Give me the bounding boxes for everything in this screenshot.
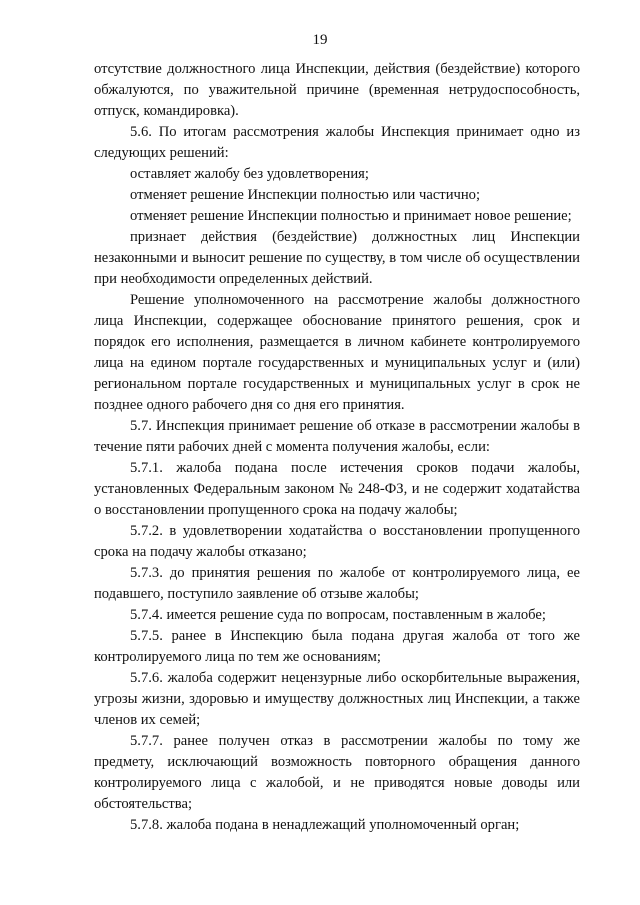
page-number: 19 xyxy=(312,32,328,48)
paragraph-continuation: отсутствие должностного лица Инспекции, действия (бездействие) которого обжалуются, по уважительной причине (временная нетрудоспособность, отпуск, командировка). xyxy=(94,61,580,119)
paragraph-decision-publication: Решение уполномоченного на рассмотрение жалобы должностного лица Инспекции, содержащее обоснование принятого решения, срок и порядок его исполнения, размещается в личном кабинете контролируемого лица на едином портале государственных и муниципальных услуг и (или) региональном портале государственных и муниципальных услуг в срок не позднее одного рабочего дня со дня его принятия. xyxy=(94,292,580,413)
paragraph-5-7-2: 5.7.2. в удовлетворении ходатайства о восстановлении пропущенного срока на подачу жалобы отказано; xyxy=(94,523,580,560)
decision-option-cancel-new: отменяет решение Инспекции полностью и принимает новое решение; xyxy=(130,208,572,224)
paragraph-5-7-4: 5.7.4. имеется решение суда по вопросам, поставленным в жалобе; xyxy=(130,607,546,623)
paragraph-5-6: 5.6. По итогам рассмотрения жалобы Инспекция принимает одно из следующих решений: xyxy=(94,124,580,161)
paragraph-5-7: 5.7. Инспекция принимает решение об отказе в рассмотрении жалобы в течение пяти рабочих дней с момента получения жалобы, если: xyxy=(94,418,580,455)
decision-option-reject: оставляет жалобу без удовлетворения; xyxy=(130,166,369,182)
paragraph-5-7-7: 5.7.7. ранее получен отказ в рассмотрении жалобы по тому же предмету, исключающий возможность повторного обращения данного контролируемого лица с жалобой, и не приводятся новые доводы или обстоятельства; xyxy=(94,733,580,812)
decision-option-unlawful: признает действия (бездействие) должностных лиц Инспекции незаконными и выносит решение по существу, в том числе об осуществлении при необходимости определенных действий. xyxy=(94,229,580,287)
decision-option-cancel-partial: отменяет решение Инспекции полностью или частично; xyxy=(130,187,481,203)
paragraph-5-7-3: 5.7.3. до принятия решения по жалобе от контролируемого лица, ее подавшего, поступило заявление об отзыве жалобы; xyxy=(94,565,580,602)
paragraph-5-7-6: 5.7.6. жалоба содержит нецензурные либо оскорбительные выражения, угрозы жизни, здоровью и имуществу должностных лиц Инспекции, а также членов их семей; xyxy=(94,670,580,728)
document-body xyxy=(94,59,580,836)
paragraph-5-7-1: 5.7.1. жалоба подана после истечения сроков подачи жалобы, установленных Федеральным законом № 248-ФЗ, и не содержит ходатайства о восстановлении пропущенного срока на подачу жалобы; xyxy=(94,460,580,518)
paragraph-5-7-5: 5.7.5. ранее в Инспекцию была подана другая жалоба от того же контролируемого лица по тем же основаниям; xyxy=(94,628,580,665)
paragraph-5-7-8: 5.7.8. жалоба подана в ненадлежащий уполномоченный орган; xyxy=(130,817,520,833)
